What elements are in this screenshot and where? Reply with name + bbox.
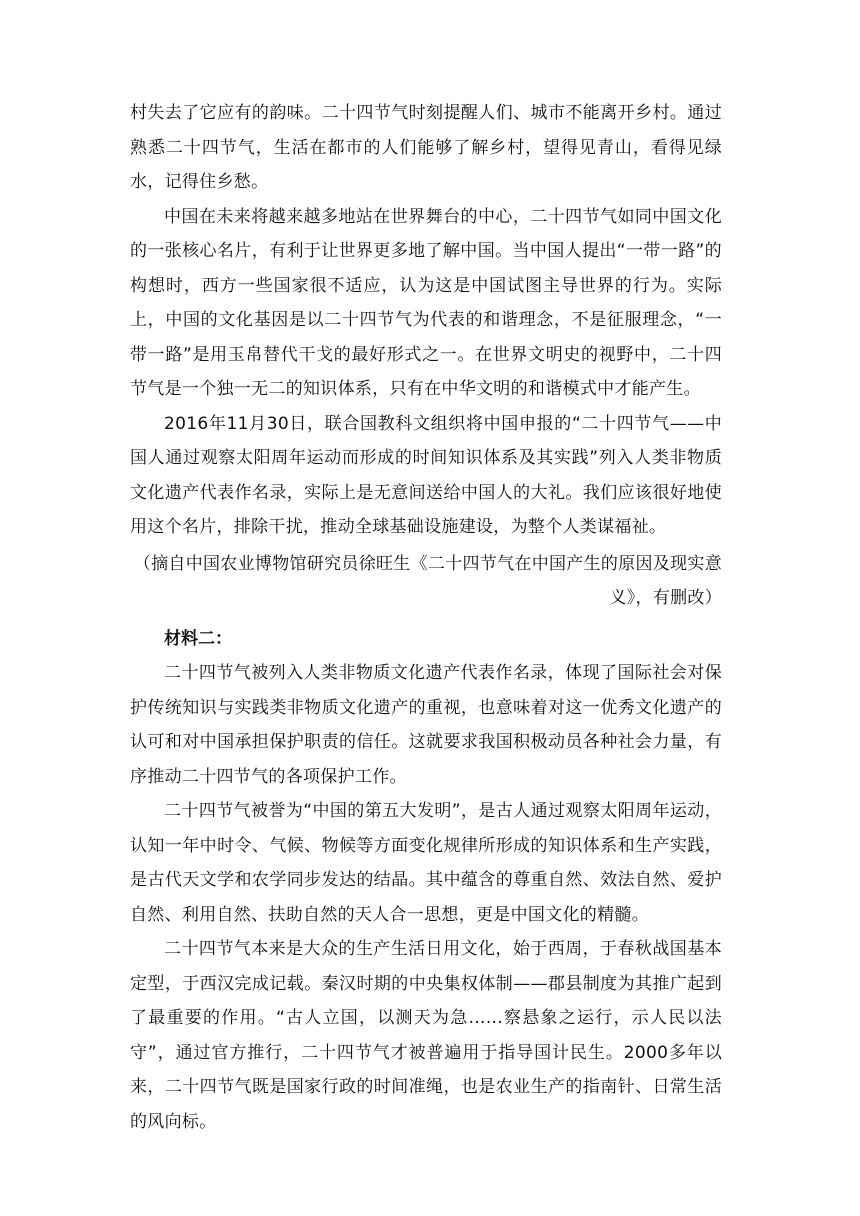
paragraph-protection: 二十四节气被列入人类非物质文化遗产代表作名录，体现了国际社会对保护传统知识与实践类非物质文化遗产的重视，也意味着对这一优秀文化遗产的认可和对中国承担保护职责的信任。这就要求我国积极动员各种社会力量，有序推动二十四节气的各项保护工作。	[130, 663, 722, 787]
document-page	[130, 96, 722, 1139]
paragraph-fifth-invention: 二十四节气被誉为“中国的第五大发明”，是古人通过观察太阳周年运动，认知一年中时令、气候、物候等方面变化规律所形成的知识体系和生产实践，是古代天文学和农学同步发达的结晶。其中蕴含的尊重自然、效法自然、爱护自然、利用自然、扶助自然的天人合一思想，更是中国文化的精髓。	[130, 801, 722, 925]
material-two-heading: 材料二：	[164, 628, 232, 649]
paragraph-world-stage: 中国在未来将越来越多地站在世界舞台的中心，二十四节气如同中国文化的一张核心名片，有利于让世界更多地了解中国。当中国人提出“一带一路”的构想时，西方一些国家很不适应，认为这是中国试图主导世界的行为。实际上，中国的文化基因是以二十四节气为代表的和谐理念，不是征服理念，“一带一路”是用玉帛替代干戈的最好形式之一。在世界文明史的视野中，二十四节气是一个独一无二的知识体系，只有在中华文明的和谐模式中才能产生。	[130, 206, 722, 399]
paragraph-unesco: 2016年11月30日，联合国教科文组织将中国申报的“二十四节气——中国人通过观察太阳周年运动而形成的时间知识体系及其实践”列入人类非物质文化遗产代表作名录，实际上是无意间送给中国人的大礼。我们应该很好地使用这个名片，排除干扰，推动全球基础设施建设，为整个人类谋福祉。	[130, 413, 722, 537]
source-citation: （摘自中国农业博物馆研究员徐旺生《二十四节气在中国产生的原因及现实意义》，有删改）	[133, 553, 722, 608]
paragraph-continuation: 村失去了它应有的韵味。二十四节气时刻提醒人们、城市不能离开乡村。通过熟悉二十四节气，生活在都市的人们能够了解乡村，望得见青山，看得见绿水，记得住乡愁。	[130, 103, 722, 192]
paragraph-history: 二十四节气本来是大众的生产生活日用文化，始于西周，于春秋战国基本定型，于西汉完成记载。秦汉时期的中央集权体制——郡县制度为其推广起到了最重要的作用。“古人立国，以测天为急……察悬象之运行，示人民以法守”，通过官方推行，二十四节气才被普遍用于指导国计民生。2000多年以来，二十四节气既是国家行政的时间准绳，也是农业生产的指南针、日常生活的风向标。	[130, 939, 722, 1132]
